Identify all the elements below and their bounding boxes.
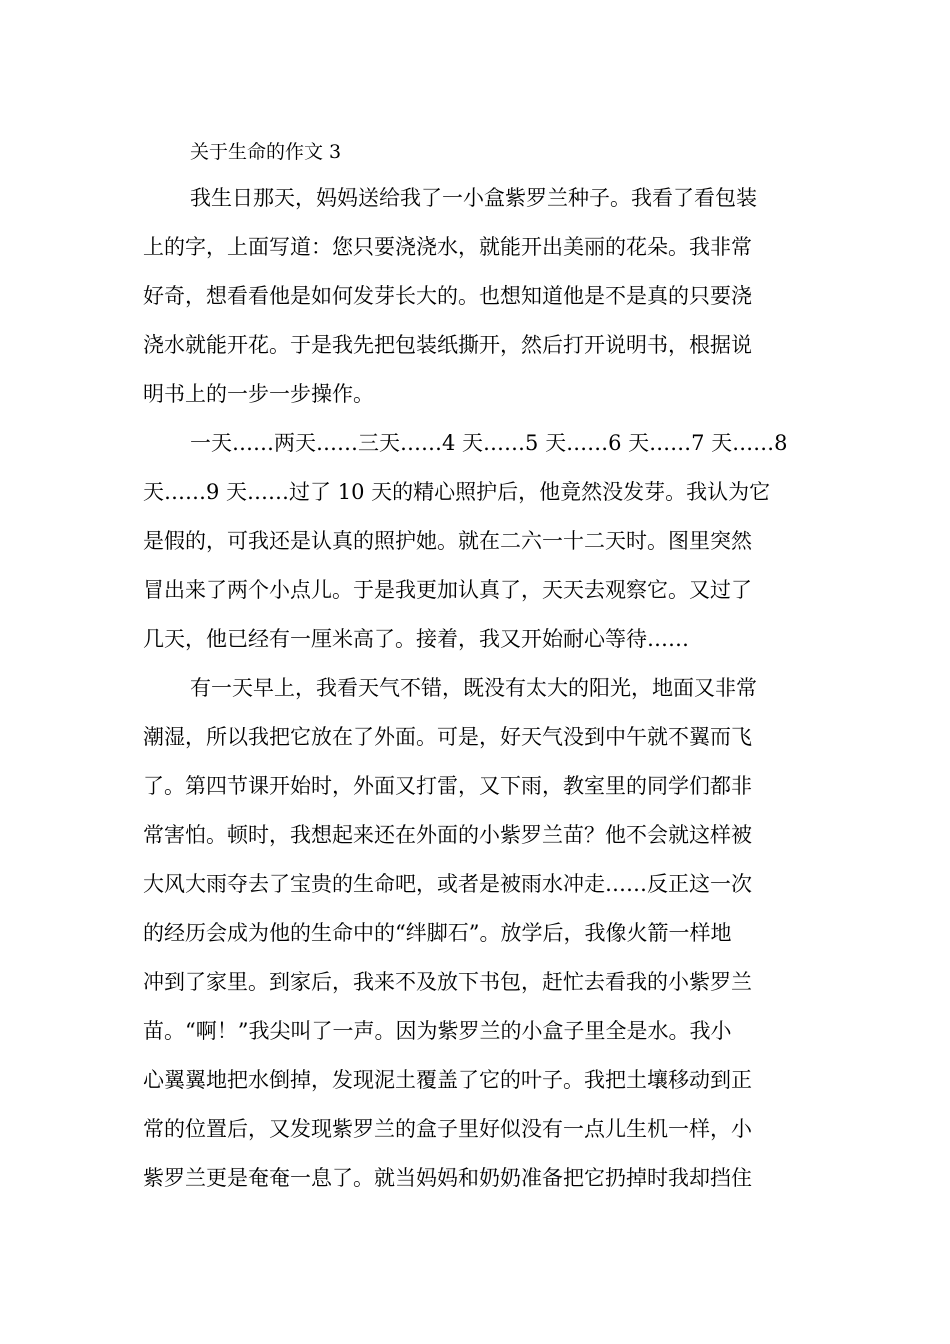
text-line: 一天……两天……三天……4 天……5 天……6 天……7 天……8 — [190, 431, 788, 455]
text-line: 了。第四节课开始时，外面又打雷，又下雨，教室里的同学们都非 — [143, 774, 752, 798]
paragraph-2 — [143, 419, 808, 664]
text-line: 苗。“啊！”我尖叫了一声。因为紫罗兰的小盒子里全是水。我小 — [143, 1019, 732, 1043]
text-line: 天……9 天……过了 10 天的精心照护后，他竟然没发芽。我认为它 — [143, 480, 771, 504]
text-line: 心翼翼地把水倒掉，发现泥土覆盖了它的叶子。我把土壤移动到正 — [143, 1068, 752, 1092]
text-line: 的经历会成为他的生命中的“绊脚石”。放学后，我像火箭一样地 — [143, 921, 732, 945]
text-line: 上的字，上面写道：您只要浇浇水，就能开出美丽的花朵。我非常 — [143, 235, 752, 259]
text-line: 是假的，可我还是认真的照护她。就在二六一十二天时。图里突然 — [143, 529, 752, 553]
text-line: 几天，他已经有一厘米高了。接着，我又开始耐心等待…… — [143, 627, 689, 651]
text-line: 有一天早上，我看天气不错，既没有太大的阳光，地面又非常 — [190, 676, 757, 700]
text-line: 冲到了家里。到家后，我来不及放下书包，赶忙去看我的小紫罗兰 — [143, 970, 752, 994]
text-line: 常害怕。顿时，我想起来还在外面的小紫罗兰苗？他不会就这样被 — [143, 823, 752, 847]
text-line: 潮湿，所以我把它放在了外面。可是，好天气没到中午就不翼而飞 — [143, 725, 752, 749]
essay-title: 关于生命的作文 3 — [190, 141, 342, 163]
text-line: 明书上的一步一步操作。 — [143, 382, 374, 406]
paragraph-3 — [143, 664, 808, 1203]
text-line: 浇水就能开花。于是我先把包装纸撕开，然后打开说明书，根据说 — [143, 333, 752, 357]
text-line: 冒出来了两个小点儿。于是我更加认真了，天天去观察它。又过了 — [143, 578, 752, 602]
text-line: 紫罗兰更是奄奄一息了。就当妈妈和奶奶准备把它扔掉时我却挡住 — [143, 1166, 752, 1190]
paragraph-1 — [143, 174, 808, 419]
text-line: 好奇，想看看他是如何发芽长大的。也想知道他是不是真的只要浇 — [143, 284, 752, 308]
document-body — [143, 134, 808, 1203]
text-line: 常的位置后，又发现紫罗兰的盒子里好似没有一点儿生机一样，小 — [143, 1117, 752, 1141]
text-line: 我生日那天，妈妈送给我了一小盒紫罗兰种子。我看了看包装 — [190, 186, 757, 210]
text-line: 大风大雨夺去了宝贵的生命吧，或者是被雨水冲走……反正这一次 — [143, 872, 752, 896]
